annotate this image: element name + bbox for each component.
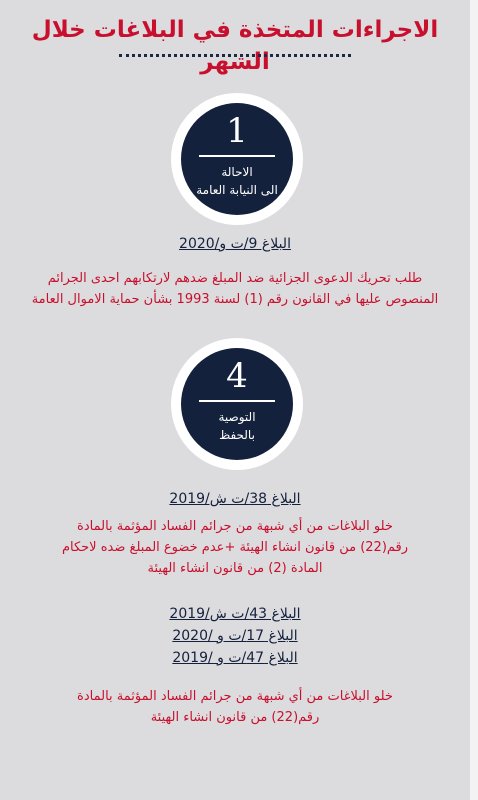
dotted-divider — [119, 54, 351, 57]
page-title: الاجراءات المتخذة في البلاغات خلال الشهر — [31, 17, 439, 75]
description-line: رقم(22) من قانون انشاء الهيئة +عدم خضوع المبلغ ضده لاحكام — [61, 540, 409, 555]
description-line: المادة (2) من قانون انشاء الهيئة — [147, 561, 323, 576]
report-ref-link[interactable]: البلاغ 43/ت ش/2019 — [169, 606, 301, 622]
referral-circle — [181, 103, 293, 215]
circle-divider — [199, 155, 275, 157]
archive-count: 4 — [226, 356, 248, 396]
right-edge-strip — [470, 0, 478, 800]
referral-description — [20, 268, 450, 310]
circle-divider — [199, 400, 275, 402]
description-line: خلو البلاغات من أي شبهة من جرائم الفساد المؤثمة بالمادة — [77, 519, 393, 534]
archive-description-2 — [20, 686, 450, 728]
referral-label-line1: الاحالة — [221, 165, 253, 179]
referral-count: 1 — [226, 111, 248, 151]
description-line: المنصوص عليها في القانون رقم (1) لسنة 1993 بشأن حماية الاموال العامة — [31, 292, 439, 307]
referral-label-line2: الى النيابة العامة — [196, 183, 278, 197]
archive-label-line2: بالحفظ — [219, 428, 255, 442]
referral-badge — [171, 93, 303, 225]
archive-description — [20, 516, 450, 579]
archive-circle — [181, 348, 293, 460]
report-ref-link[interactable]: البلاغ 9/ت و/2020 — [179, 236, 291, 252]
description-line: رقم(22) من قانون انشاء الهيئة — [150, 710, 320, 725]
description-line: خلو البلاغات من أي شبهة من جرائم الفساد المؤثمة بالمادة — [77, 689, 393, 704]
report-ref-link[interactable]: البلاغ 38/ت ش/2019 — [169, 491, 301, 507]
archive-label-line1: التوصية — [218, 410, 256, 424]
archive-badge — [171, 338, 303, 470]
description-line: طلب تحريك الدعوى الجزائية ضد المبلغ ضدهم لارتكابهم احدى الجرائم — [47, 271, 423, 286]
report-ref-link[interactable]: البلاغ 17/ت و /2020 — [172, 628, 298, 644]
report-ref-link[interactable]: البلاغ 47/ت و /2019 — [172, 650, 298, 666]
